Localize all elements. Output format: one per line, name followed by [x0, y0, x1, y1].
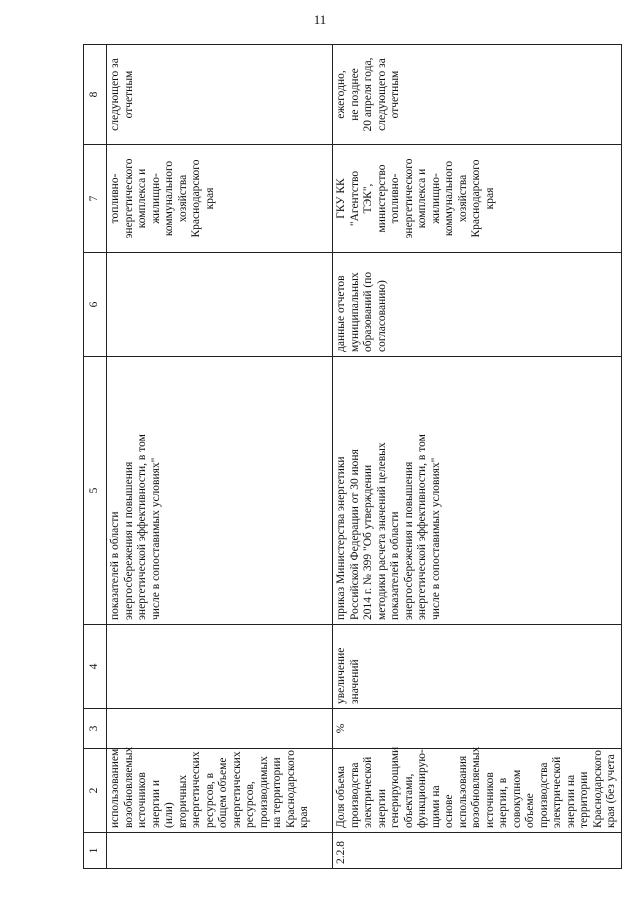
row1-unit	[107, 709, 333, 749]
row1-data-source	[107, 253, 333, 357]
indicators-table	[83, 44, 622, 869]
row1-num	[107, 833, 333, 869]
row2-data-source: данные отчетов муниципальных образований (по согласованию)	[333, 253, 622, 357]
header-cell-6: 6	[84, 253, 107, 357]
header-cell-4: 4	[84, 625, 107, 709]
row1-trend	[107, 625, 333, 709]
row1-deadline: следующего за отчетным	[107, 45, 333, 145]
row1-responsible: топливно- энергетического комплекса и жилищно- коммунального хозяйства Краснодарского края	[107, 145, 333, 253]
header-cell-1: 1	[84, 833, 107, 869]
row1-source-method: показателей в области энергосбережения и повышения энергетической эффективности, в том числе в сопоставимых условиях"	[107, 357, 333, 625]
table-container	[83, 45, 617, 869]
header-cell-5: 5	[84, 357, 107, 625]
row2-source-method: приказ Министерства энергетики Российской Федерации от 30 июня 2014 г. № 399 "Об утверждении методики расчета значений целевых показателей в области энергосбережения и повышения энергетической эффективности, в том числе в сопоставимых условиях"	[333, 357, 622, 625]
table-row	[333, 45, 622, 869]
row2-unit: %	[333, 709, 622, 749]
row2-indicator: Доля объема производства электрической энергии генерирующими объектами, функционирую- щими на основе использования возобновляемых источников энергии, в совокупном объеме производства электрической энергии на территории Краснодарского края (без учета	[333, 749, 622, 833]
row2-deadline: ежегодно, не позднее 20 апреля года, следующего за отчетным	[333, 45, 622, 145]
row2-num: 2.2.8	[333, 833, 622, 869]
header-cell-8: 8	[84, 45, 107, 145]
rotated-table	[83, 45, 617, 869]
header-cell-7: 7	[84, 145, 107, 253]
header-cell-3: 3	[84, 709, 107, 749]
table-row	[107, 45, 333, 869]
page-number: 11	[313, 12, 327, 27]
row1-indicator: использованием возобновляемых источников энергии и (или) вторичных энергетических ресурсов, в общем объеме энергетических ресурсов, производимых на территории Краснодарского края	[107, 749, 333, 833]
header-cell-2: 2	[84, 749, 107, 833]
header-row	[84, 45, 107, 869]
row2-trend: увеличение значений	[333, 625, 622, 709]
row2-responsible: ГКУ КК "Агентство ТЭК", министерство топливно- энергетического комплекса и жилищно- коммунального хозяйства Краснодарского края	[333, 145, 622, 253]
